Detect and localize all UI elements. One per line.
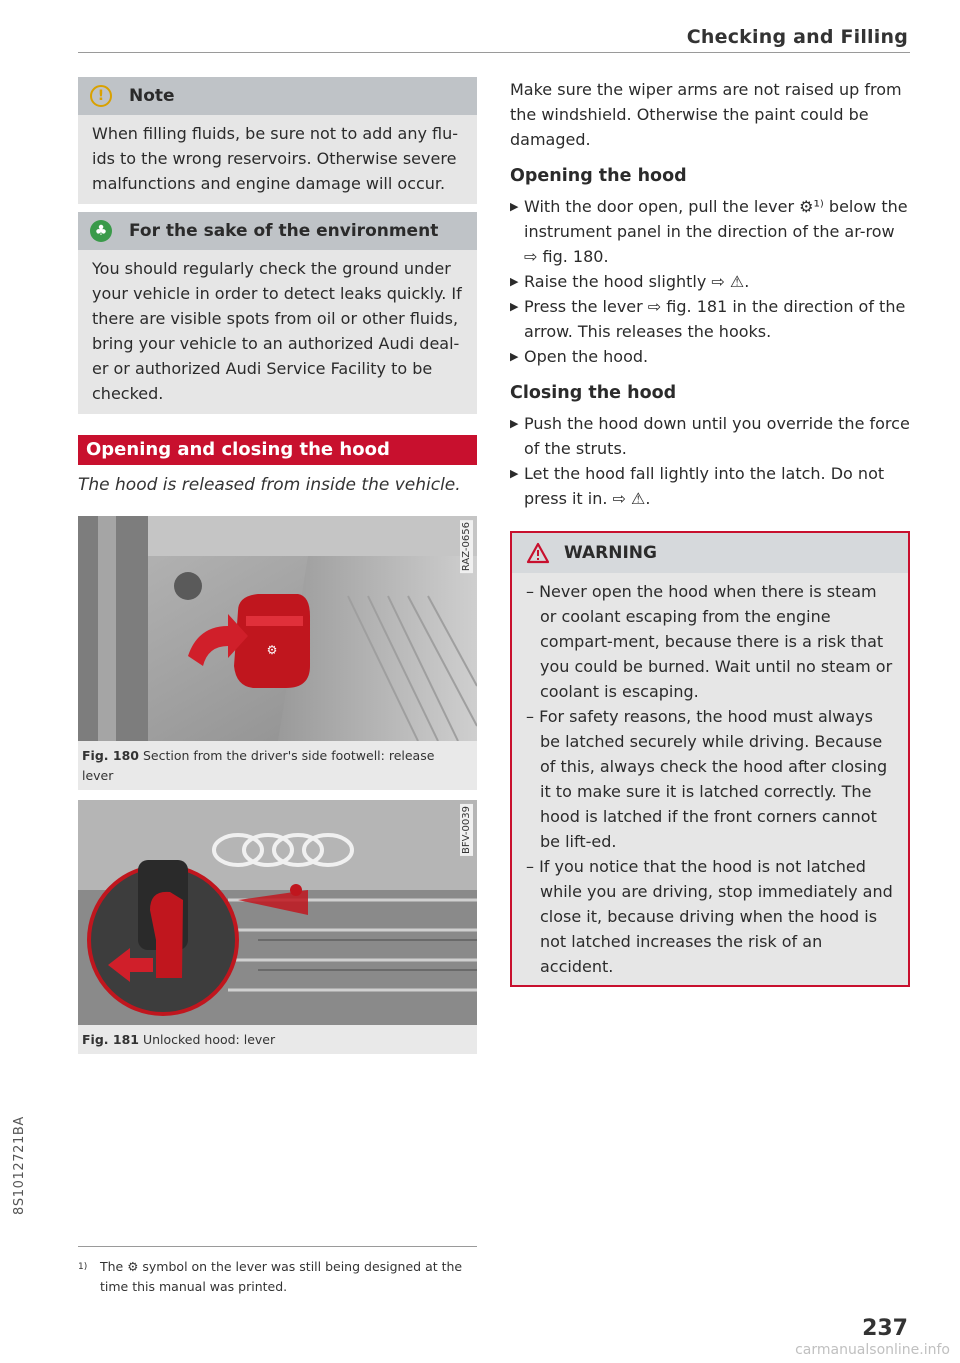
bullet-arrow-icon: ▶ [510,417,519,430]
figure-181-code: BFV-0039 [461,806,472,854]
info-icon: ! [90,85,112,107]
right-column [510,77,910,987]
closing-step-text: Let the hood fall lightly into the latch. Do not press it in. ⇨ ⚠. [524,464,885,508]
bullet-arrow-icon: ▶ [510,275,519,288]
figure-181-label: Fig. 181 [82,1032,139,1047]
left-column [78,77,477,1054]
figure-181-image [78,800,477,1025]
note-box-header [78,77,477,115]
note-box [78,77,477,204]
closing-step [510,411,910,461]
svg-text:⚙: ⚙ [266,643,278,657]
figure-181 [78,800,477,1054]
footnote-rule [78,1246,477,1247]
opening-step-text: With the door open, pull the lever ⚙¹⁾ below the instrument panel in the direction of the ar-row ⇨ fig. 180. [524,197,908,266]
bullet-arrow-icon: ▶ [510,300,519,313]
figure-180-caption [78,741,477,790]
warning-title: WARNING [564,543,657,563]
figure-180 [78,516,477,790]
opening-step [510,194,910,269]
page-number: 237 [862,1316,908,1341]
figure-180-code: RAZ-0656 [461,522,472,572]
running-header: Checking and Filling [686,26,908,48]
note-title: Note [129,86,175,106]
opening-steps [510,194,910,369]
figure-180-caption-text: Section from the driver's side footwell: release lever [82,748,435,783]
opening-step [510,269,910,294]
environment-box-header [78,212,477,250]
note-text: When filling fluids, be sure not to add any flu-ids to the wrong reservoirs. Otherwise severe malfunctions and engine damage will occur. [92,124,459,193]
bullet-arrow-icon: ▶ [510,467,519,480]
opening-step [510,344,910,369]
hood-lever-illustration [78,800,477,1025]
footnote-marker: 1) [78,1262,88,1272]
footnote-text: The ⚙ symbol on the lever was still being designed at the time this manual was printed. [100,1259,463,1294]
closing-heading: Closing the hood [510,383,677,403]
closing-step [510,461,910,511]
opening-step [510,294,910,344]
bullet-arrow-icon: ▶ [510,200,519,213]
figure-181-caption-text: Unlocked hood: lever [142,1032,276,1047]
header-rule [78,52,910,53]
warning-item: – If you notice that the hood is not latched while you are driving, stop immediately and close it, because driving when the hood is not latched increases the risk of an accident. [526,857,893,976]
leaf-icon: ♣ [90,220,112,242]
environment-box [78,212,477,414]
opening-step-text: Raise the hood slightly ⇨ ⚠. [524,272,750,291]
opening-step-text: Open the hood. [524,347,649,366]
opening-step-text: Press the lever ⇨ fig. 181 in the direction of the arrow. This releases the hooks. [524,297,906,341]
wiper-note: Make sure the wiper arms are not raised up from the windshield. Otherwise the paint could be damaged. [510,80,902,149]
warning-item: – For safety reasons, the hood must always be latched securely while driving. Because of this, always check the hood after closing it to make sure it is latched correctly. The hood is latched if the front corners cannot be lift-ed. [526,707,888,851]
environment-text: You should regularly check the ground under your vehicle in order to detect leaks quickly. If there are visible spots from oil or other fluids, bring your vehicle to an authorized Audi deal-er or authorized Audi Service Facility to be checked. [92,259,462,403]
figure-180-label: Fig. 180 [82,748,139,763]
warning-box [510,531,910,987]
warning-item: – Never open the hood when there is steam or coolant escaping from the engine compart-ment, because there is a risk that you could be burned. Wait until no steam or coolant is escaping. [526,582,893,701]
figure-181-caption [78,1025,477,1054]
document-code: 8S1012721BA [12,1116,27,1215]
warning-triangle-icon [526,542,550,564]
section-intro: The hood is released from inside the vehicle. [78,475,461,495]
opening-heading: Opening the hood [510,166,687,186]
bullet-arrow-icon: ▶ [510,350,519,363]
watermark: carmanualsonline.info [795,1342,950,1358]
environment-title: For the sake of the environment [129,221,439,241]
closing-steps [510,411,910,511]
warning-header [512,533,908,573]
closing-step-text: Push the hood down until you override the force of the struts. [524,414,910,458]
footnote [78,1257,477,1297]
figure-180-image [78,516,477,741]
section-title: Opening and closing the hood [78,435,477,465]
warning-body [512,573,908,985]
footwell-release-lever-illustration [78,516,477,741]
